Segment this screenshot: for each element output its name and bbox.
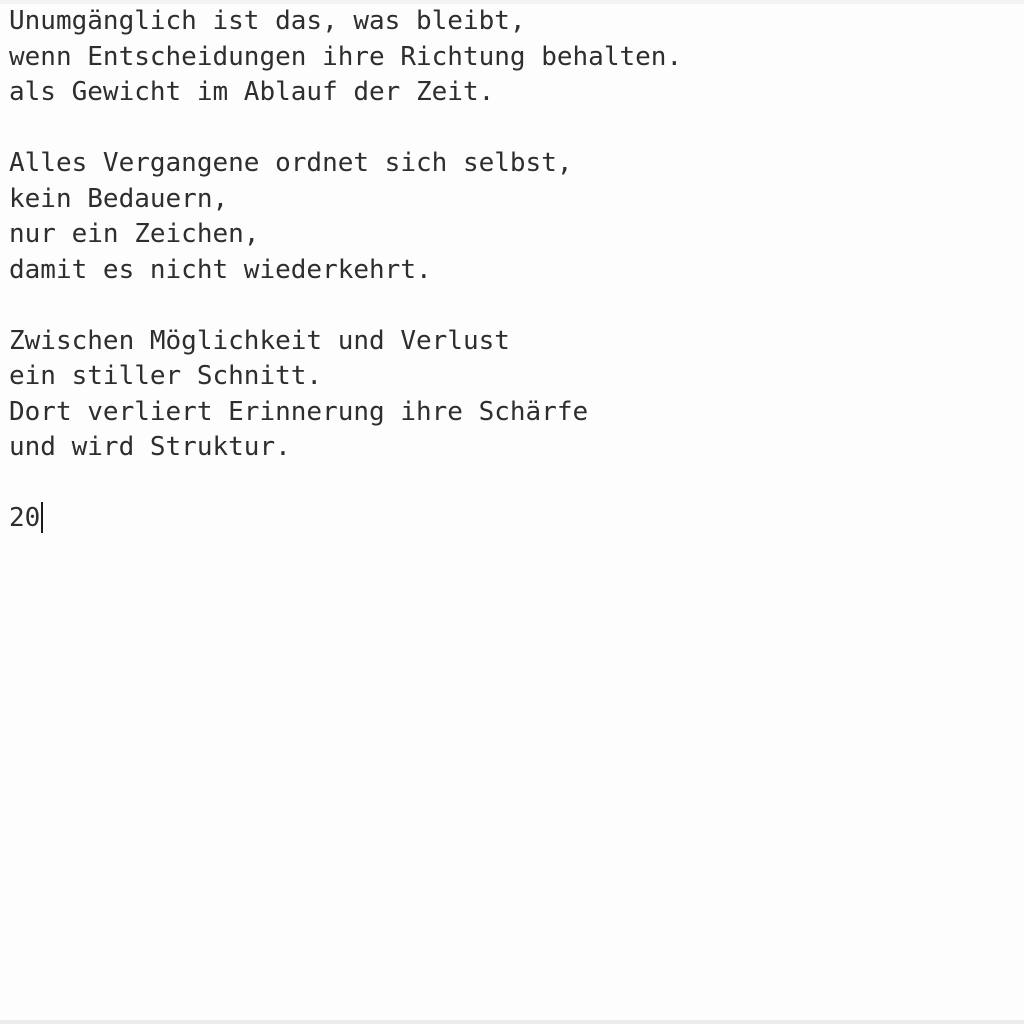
text-line[interactable] [9,466,1014,502]
text-line[interactable]: Dort verliert Erinnerung ihre Schärfe [9,396,589,427]
text-line[interactable]: und wird Struktur. [9,432,291,462]
text-line[interactable]: als Gewicht im Ablauf der Zeit. [9,77,495,107]
text-line[interactable]: ein stiller Schnitt. [9,361,323,391]
text-line[interactable] [9,111,1014,147]
text-line[interactable]: nur ein Zeichen, [9,219,260,249]
text-line[interactable] [9,288,1014,324]
text-line[interactable]: damit es nicht wiederkehrt. [9,254,432,285]
text-line[interactable]: kein Bedauern, [9,183,229,214]
text-line[interactable]: wenn Entscheidungen ihre Richtung behalten. [9,41,683,72]
text-line[interactable]: 20 [9,501,1014,537]
text-line[interactable]: Alles Vergangene ordnet sich selbst, [9,148,573,178]
text-line[interactable]: Zwischen Möglichkeit und Verlust [9,325,510,356]
text-cursor [41,502,43,533]
page-bottom-edge [0,1020,1024,1024]
text-line[interactable]: Unumgänglich ist das, was bleibt, [9,6,526,36]
